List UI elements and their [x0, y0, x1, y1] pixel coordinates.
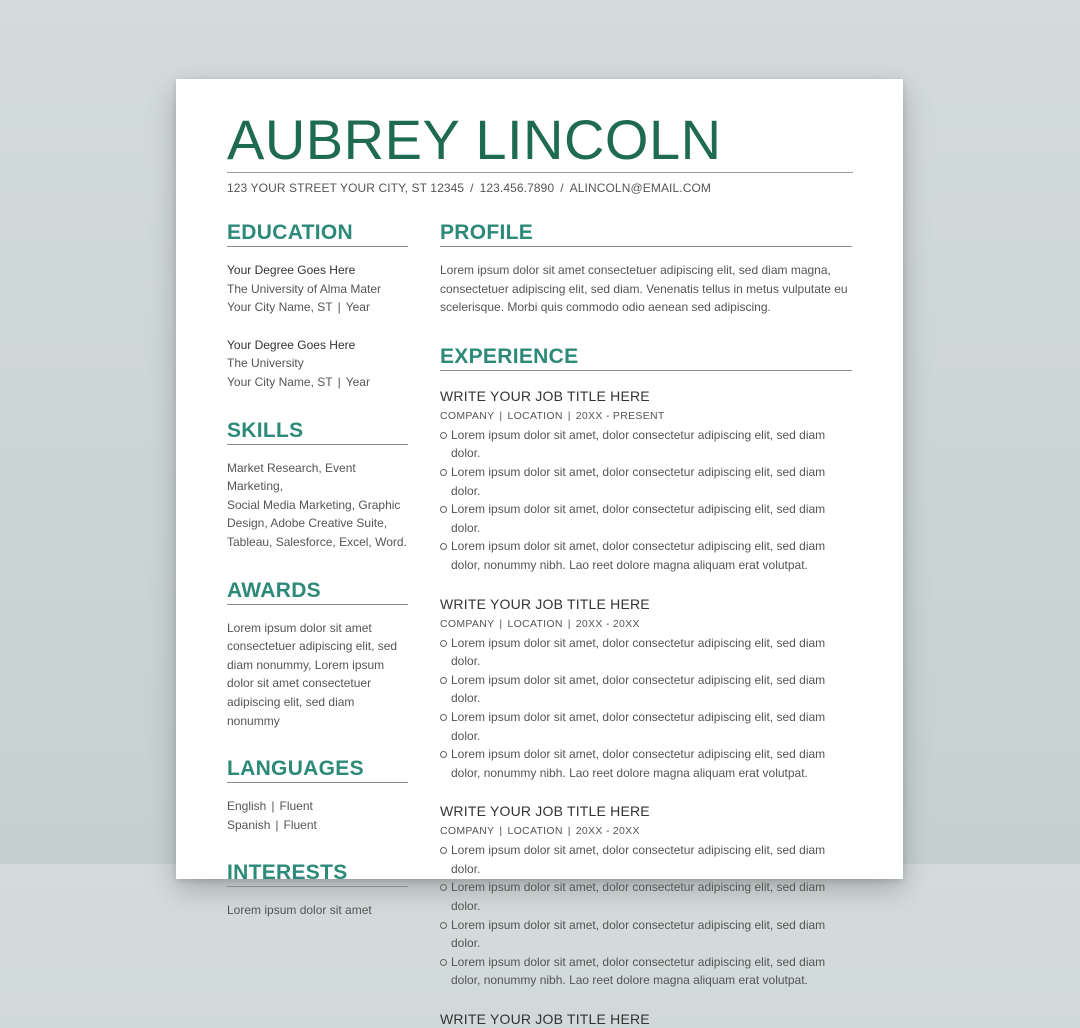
profile-line: Lorem ipsum dolor sit amet consectetuer adipiscing elit, sed diam magna,: [440, 263, 831, 277]
job-bullet: Lorem ipsum dolor sit amet, dolor consectetur adipiscing elit, sed diam dolor.: [440, 500, 852, 537]
job-location: LOCATION: [507, 825, 563, 838]
languages-heading: LANGUAGES: [227, 756, 408, 783]
skills-text: [227, 459, 408, 552]
job-bullet: Lorem ipsum dolor sit amet, dolor consectetur adipiscing elit, sed diam dolor.: [440, 426, 852, 463]
job-bullet: Lorem ipsum dolor sit amet, dolor consectetur adipiscing elit, sed diam dolor.: [440, 708, 852, 745]
school-city: Your City Name, ST: [227, 300, 333, 315]
awards-line: consectetuer adipiscing elit, sed: [227, 639, 398, 654]
contact-line: [227, 181, 711, 195]
contact-separator: /: [470, 181, 474, 195]
job-bullet: Lorem ipsum dolor sit amet, dolor consectetur adipiscing elit, sed diam dolor, nonummy nibh. Lao reet dolore magna aliquam erat volutpat.: [440, 953, 852, 990]
degree: Your Degree Goes Here: [227, 263, 356, 277]
skills-heading: SKILLS: [227, 418, 408, 445]
language-level: Fluent: [283, 817, 317, 832]
contact-email: ALINCOLN@EMAIL.COM: [569, 181, 711, 195]
job-bullet: Lorem ipsum dolor sit amet, dolor consectetur adipiscing elit, sed diam dolor, nonummy nibh. Lao reet dolore magna aliquam erat volutpat.: [440, 745, 852, 782]
language-name: Spanish: [227, 817, 271, 832]
job-meta: COMPANY | LOCATION | 20XX - 20XX: [440, 617, 640, 630]
awards-heading: AWARDS: [227, 578, 408, 605]
awards-line: dolor sit amet consectetuer: [227, 676, 372, 691]
left-column: [227, 220, 408, 920]
job-title: WRITE YOUR JOB TITLE HERE: [440, 595, 650, 612]
profile-heading: PROFILE: [440, 220, 852, 247]
job-location: LOCATION: [507, 409, 563, 422]
school-location: Your City Name, ST | Year: [227, 374, 370, 389]
name-divider: [227, 172, 853, 173]
job-title: WRITE YOUR JOB TITLE HERE: [440, 387, 650, 404]
job-meta: COMPANY | LOCATION | 20XX - PRESENT: [440, 409, 665, 422]
contact-separator: /: [560, 181, 564, 195]
resume-page: [176, 79, 903, 1028]
job-company: COMPANY: [440, 409, 495, 422]
skills-line: Social Media Marketing, Graphic: [227, 497, 401, 512]
education-entry: [227, 336, 408, 392]
job-bullet: Lorem ipsum dolor sit amet, dolor consectetur adipiscing elit, sed diam dolor.: [440, 463, 852, 500]
languages-list: [227, 797, 408, 834]
awards-line: adipiscing elit, sed diam nonummy: [227, 694, 355, 728]
awards-line: diam nonummy, Lorem ipsum: [227, 657, 385, 672]
degree: Your Degree Goes Here: [227, 337, 356, 352]
school: The University: [227, 356, 304, 371]
profile-line: scelerisque. Morbi quis commodo odio aenean sed adipiscing.: [440, 300, 771, 315]
language-item: Spanish | Fluent: [227, 817, 317, 832]
contact-address: 123 YOUR STREET YOUR CITY, ST 12345: [227, 181, 465, 195]
interests-text: [227, 901, 408, 920]
job-company: COMPANY: [440, 825, 495, 838]
job-bullet: Lorem ipsum dolor sit amet, dolor consectetur adipiscing elit, sed diam dolor.: [440, 916, 852, 953]
job-company: COMPANY: [440, 617, 495, 630]
job-location: LOCATION: [507, 617, 563, 630]
language-item: English | Fluent: [227, 799, 313, 814]
skills-line: Design, Adobe Creative Suite,: [227, 516, 388, 531]
skills-line: Market Research, Event Marketing,: [227, 460, 356, 494]
job-bullet: Lorem ipsum dolor sit amet, dolor consectetur adipiscing elit, sed diam dolor, nonummy nibh. Lao reet dolore magna aliquam erat volutpat.: [440, 537, 852, 574]
job-bullet: Lorem ipsum dolor sit amet, dolor consectetur adipiscing elit, sed diam dolor.: [440, 841, 852, 878]
profile-text: [440, 261, 852, 317]
job-bullets: [440, 426, 852, 575]
resume-name: AUBREY LINCOLN: [227, 108, 722, 171]
awards-text: [227, 619, 408, 731]
job-dates: 20XX - 20XX: [575, 825, 640, 838]
awards-line: Lorem ipsum dolor sit amet: [227, 620, 372, 635]
job-meta: COMPANY | LOCATION | 20XX - 20XX: [440, 825, 640, 838]
job-entry: [440, 387, 852, 575]
job-entry: [440, 595, 852, 783]
job-entry: [440, 802, 852, 990]
job-bullet: Lorem ipsum dolor sit amet, dolor consectetur adipiscing elit, sed diam dolor.: [440, 634, 852, 671]
school-location: Your City Name, ST | Year: [227, 300, 370, 315]
profile-line: consectetuer adipiscing elit, sed diam. Venenatis tellus in metus vulputate eu: [440, 281, 848, 296]
right-column: [440, 220, 852, 1028]
school-year: Year: [345, 374, 370, 389]
education-entry: [227, 261, 408, 317]
job-dates: 20XX - 20XX: [575, 617, 640, 630]
interests-line: Lorem ipsum dolor sit amet: [227, 903, 372, 918]
skills-line: Tableau, Salesforce, Excel, Word.: [227, 534, 407, 549]
school-city: Your City Name, ST: [227, 374, 333, 389]
experience-heading: EXPERIENCE: [440, 344, 852, 371]
job-dates: 20XX - PRESENT: [575, 409, 665, 422]
job-title: WRITE YOUR JOB TITLE HERE: [440, 803, 650, 820]
job-bullet: Lorem ipsum dolor sit amet, dolor consectetur adipiscing elit, sed diam dolor.: [440, 671, 852, 708]
job-bullets: [440, 634, 852, 783]
school-year: Year: [345, 300, 370, 315]
school: The University of Alma Mater: [227, 281, 382, 296]
contact-phone: 123.456.7890: [479, 181, 555, 195]
job-entry: [440, 1010, 852, 1028]
language-name: English: [227, 799, 267, 814]
language-level: Fluent: [279, 799, 313, 814]
education-heading: EDUCATION: [227, 220, 408, 247]
interests-heading: INTERESTS: [227, 860, 408, 887]
job-bullet: Lorem ipsum dolor sit amet, dolor consectetur adipiscing elit, sed diam dolor.: [440, 878, 852, 915]
job-title: WRITE YOUR JOB TITLE HERE: [440, 1011, 650, 1028]
